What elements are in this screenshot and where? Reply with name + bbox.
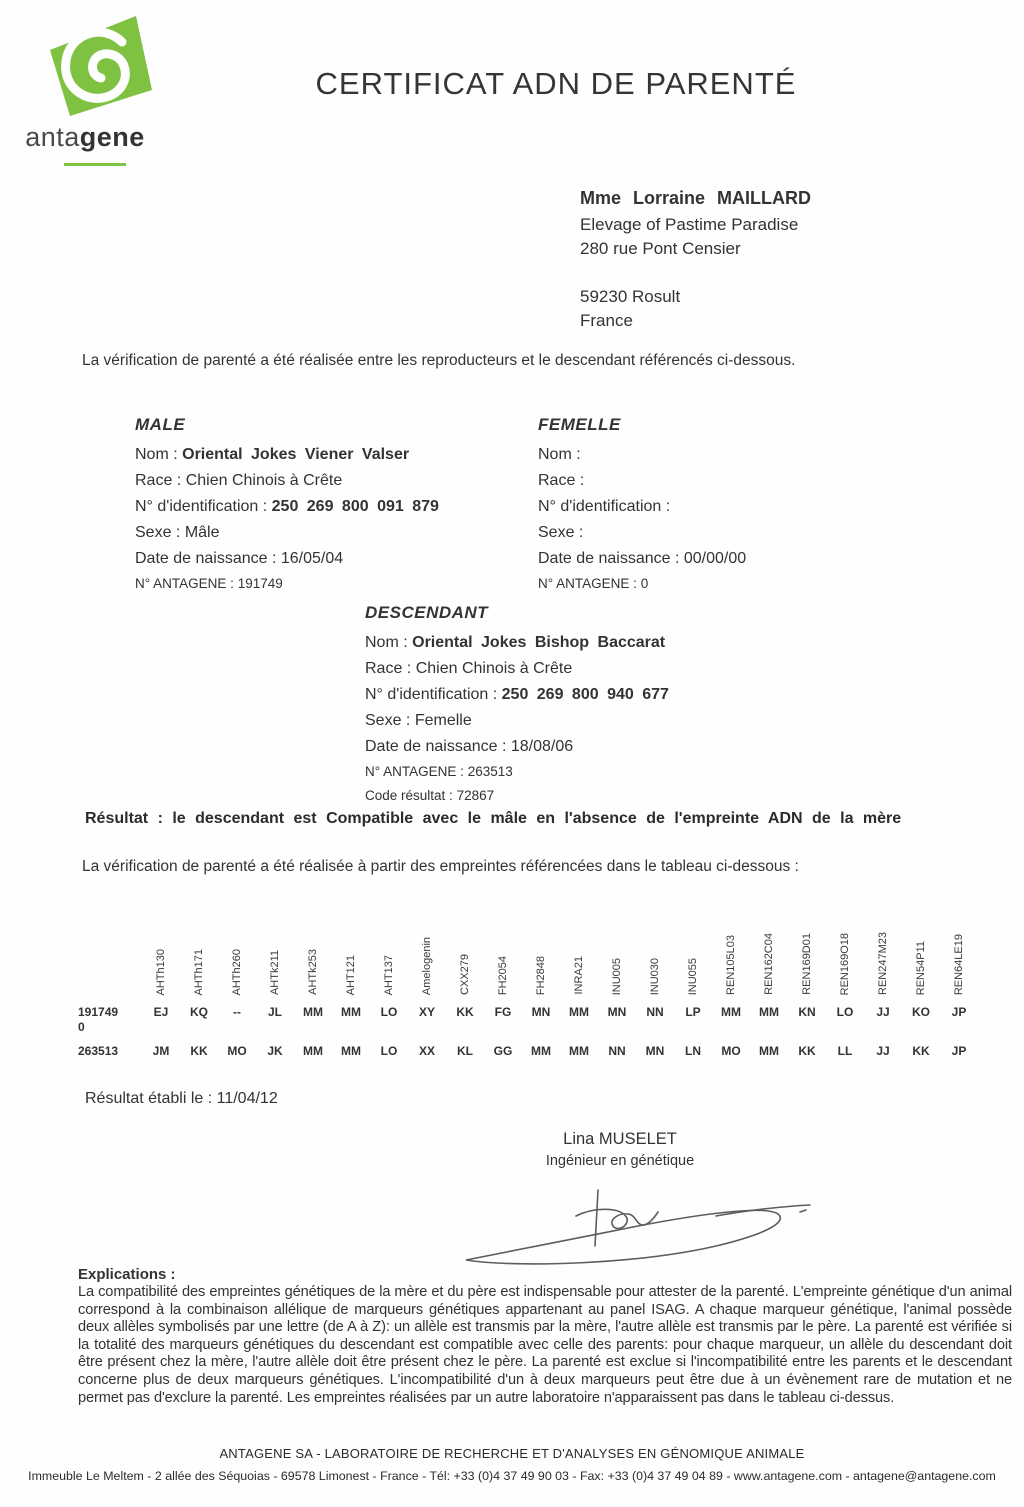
allele-value: MN (607, 1005, 627, 1019)
marker-name: FH2054 (497, 955, 509, 995)
logo-text-gene: gene (79, 122, 145, 152)
marker-row (78, 1044, 978, 1059)
allele-value: KO (912, 1005, 930, 1019)
male-block (135, 412, 439, 596)
allele-value: MO (227, 1044, 247, 1058)
allele-value: MM (341, 1005, 361, 1019)
allele-value: KK (190, 1044, 208, 1058)
id-label: N° d'identification : (365, 686, 498, 703)
race-label: Race : (365, 660, 412, 677)
marker-name: Amelogenin (421, 936, 433, 995)
femelle-block (538, 412, 746, 596)
sample-id: 191749 0 (78, 1005, 119, 1034)
sexe-label: Sexe : (538, 524, 584, 541)
id-label: N° d'identification : (135, 498, 268, 515)
marker-name: REN64LE19 (953, 933, 965, 995)
male-id (135, 494, 439, 520)
descendant-heading: DESCENDANT (365, 603, 489, 622)
male-naissance-value: 16/05/04 (280, 550, 344, 567)
allele-value: XX (418, 1044, 435, 1058)
antagene-spiral-icon (34, 8, 154, 120)
male-heading: MALE (135, 415, 186, 434)
marker-name: INU030 (649, 957, 661, 995)
nom-label: Nom : (135, 446, 178, 463)
allele-value: JL (267, 1005, 282, 1019)
male-antagene (135, 572, 439, 596)
allele-value: MM (759, 1005, 779, 1019)
allele-value: LO (836, 1005, 854, 1019)
male-nom-value: Oriental Jokes Viener Valser (182, 446, 410, 463)
male-race (135, 468, 439, 494)
marker-name: REN169D01 (801, 933, 813, 995)
male-nom (135, 442, 439, 468)
descendant-nom (365, 630, 669, 656)
male-sexe (135, 520, 439, 546)
marker-name: INU005 (611, 957, 623, 995)
femelle-antagene-value: 0 (640, 576, 649, 591)
allele-value: MM (721, 1005, 741, 1019)
recipient-line: France (580, 311, 633, 330)
explanations-section (78, 1266, 1012, 1407)
race-label: Race : (135, 472, 182, 489)
allele-value: LO (380, 1005, 398, 1019)
allele-value: MO (721, 1044, 741, 1058)
recipient-name: Mme Lorraine MAILLARD (580, 188, 812, 208)
antagene-label: N° ANTAGENE : (365, 764, 464, 779)
recipient-line: Elevage of Pastime Paradise (580, 215, 799, 234)
descendant-antagene-value: 263513 (467, 764, 513, 779)
marker-name: AHTh171 (193, 948, 205, 995)
allele-value: MM (341, 1044, 361, 1058)
allele-value: -- (233, 1005, 241, 1019)
intro-sentence: La vérification de parenté a été réalisée entre les reproducteurs et le descendant référencés ci-dessous. (82, 352, 796, 369)
explanations-body: La compatibilité des empreintes génétiques de la mère et du père est indispensable pour attester de la parenté. L'empreinte génétique d'un animal correspond à la combinaison allélique de marqueurs génétiques appartenant au panel ISAG. A chaque marqueur génétique, l'animal possède deux allèles symbolisés par une lettre (de A à Z): un allèle est transmis par la mère, l'autre allèle est transmis par le père. La parenté est vérifiée si la totalité des marqueurs génétiques du descendant est compatible avec celle des parents: pour chaque marqueur, un allèle du descendant doit être présent chez la mère, l'autre allèle doit être présent chez le père. La parenté est exclue si l'incompatibilité entre les parents et le descendant concerne plus de deux marqueurs génétiques. L'incompatibilité d'un à deux marqueurs peut être due à un évènement rare de mutation et ne permet pas d'exclure la parenté. Les empreintes réalisées par un autre laboratoire n'apparaissent pas dans le tableau ci-dessus. (78, 1284, 1012, 1406)
allele-value: MM (759, 1044, 779, 1058)
explanations-heading: Explications : (78, 1266, 176, 1283)
marker-table-body (78, 1005, 978, 1059)
marker-name: AHT137 (383, 954, 395, 995)
marker-name: CXX279 (459, 954, 471, 995)
allele-value: MM (569, 1044, 589, 1058)
allele-value: MN (531, 1005, 551, 1019)
antagene-label: N° ANTAGENE : (135, 576, 234, 591)
allele-value: KK (798, 1044, 816, 1058)
allele-value: JM (152, 1044, 170, 1058)
descendant-nom-value: Oriental Jokes Bishop Baccarat (412, 634, 666, 651)
sexe-label: Sexe : (135, 524, 181, 541)
allele-value: MM (569, 1005, 589, 1019)
naissance-label: Date de naissance : (538, 550, 680, 567)
descendant-sexe-value: Femelle (414, 712, 472, 729)
id-label: N° d'identification : (538, 498, 671, 515)
antagene-label: N° ANTAGENE : (538, 576, 637, 591)
allele-value: LO (380, 1044, 398, 1058)
allele-value: MM (303, 1005, 323, 1019)
marker-header-row (78, 903, 978, 995)
descendant-code-value: 72867 (456, 788, 495, 803)
allele-value: FG (494, 1005, 512, 1019)
descendant-naissance-value: 18/08/06 (510, 738, 574, 755)
marker-name: INU055 (687, 957, 699, 995)
male-id-value: 250 269 800 091 879 (271, 498, 439, 515)
allele-value: NN (646, 1005, 664, 1019)
marker-name: INRA21 (573, 956, 585, 995)
recipient-address (580, 186, 811, 333)
footer (0, 1446, 1024, 1483)
footer-contact-line: Immeuble Le Meltem - 2 allée des Séquoias - 69578 Limonest - France - Tél: +33 (0)4 37 49 90 03 - Fax: +33 (0)4 37 49 04 89 - www.antagene.com - antagene@antagene.com (28, 1469, 996, 1483)
marker-row (78, 1005, 978, 1035)
marker-name: AHTh130 (155, 948, 167, 995)
footer-company-line: ANTAGENE SA - LABORATOIRE DE RECHERCHE ET D'ANALYSES EN GÉNOMIQUE ANIMALE (219, 1446, 805, 1461)
allele-value: JK (267, 1044, 283, 1058)
recipient-line: 280 rue Pont Censier (580, 239, 741, 258)
femelle-id (538, 494, 746, 520)
allele-value: MN (645, 1044, 665, 1058)
signatory-name: Lina MUSELET (563, 1130, 677, 1148)
marker-name: AHTk253 (307, 949, 319, 995)
femelle-heading: FEMELLE (538, 415, 621, 434)
sample-id: 263513 (78, 1044, 119, 1058)
allele-value: NN (608, 1044, 626, 1058)
code-label: Code résultat : (365, 788, 453, 803)
naissance-label: Date de naissance : (135, 550, 277, 567)
femelle-nom (538, 442, 746, 468)
allele-value: KL (457, 1044, 473, 1058)
marker-name: REN247M23 (877, 932, 889, 995)
marker-name: AHT121 (345, 954, 357, 995)
naissance-label: Date de naissance : (365, 738, 507, 755)
allele-value: XY (418, 1005, 435, 1019)
femelle-race (538, 468, 746, 494)
allele-value: MM (303, 1044, 323, 1058)
descendant-id-value: 250 269 800 940 677 (501, 686, 669, 703)
signatory-block (470, 1130, 770, 1169)
femelle-naissance (538, 546, 746, 572)
allele-value: MM (531, 1044, 551, 1058)
marker-name: REN162C04 (763, 933, 775, 995)
sexe-label: Sexe : (365, 712, 411, 729)
descendant-block (365, 600, 669, 808)
allele-value: LL (837, 1044, 853, 1058)
logo-text-anta: anta (25, 122, 80, 152)
logo-wordmark (20, 122, 150, 153)
descendant-code-resultat (365, 784, 669, 808)
femelle-naissance-value: 00/00/00 (683, 550, 747, 567)
allele-value: LP (685, 1005, 701, 1019)
marker-name: AHTh260 (231, 948, 243, 995)
allele-value: LN (685, 1044, 701, 1058)
race-label: Race : (538, 472, 585, 489)
allele-value: JJ (876, 1005, 890, 1019)
descendant-race-value: Chien Chinois à Crête (415, 660, 573, 677)
male-race-value: Chien Chinois à Crête (185, 472, 343, 489)
recipient-line: 59230 Rosult (580, 287, 681, 306)
signatory-title: Ingénieur en génétique (545, 1153, 695, 1169)
allele-value: KK (912, 1044, 930, 1058)
result-statement: Résultat : le descendant est Compatible avec le mâle en l'absence de l'empreinte ADN de la mère (85, 810, 902, 827)
descendant-race (365, 656, 669, 682)
descendant-naissance (365, 734, 669, 760)
table-intro-sentence: La vérification de parenté a été réalisée à partir des empreintes référencées dans le tableau ci-dessous : (82, 858, 799, 875)
address-gap (580, 261, 811, 285)
allele-value: GG (493, 1044, 513, 1058)
descendant-sexe (365, 708, 669, 734)
allele-value: EJ (153, 1005, 169, 1019)
logo-underline (64, 163, 126, 166)
descendant-antagene (365, 760, 669, 784)
marker-name: FH2848 (535, 955, 547, 995)
allele-value: JP (951, 1005, 967, 1019)
established-date: Résultat établi le : 11/04/12 (85, 1090, 278, 1107)
allele-value: JJ (876, 1044, 890, 1058)
male-antagene-value: 191749 (237, 576, 283, 591)
marker-name: REN169O18 (839, 932, 851, 995)
marker-name: AHTk211 (269, 949, 281, 995)
marker-name: REN54P11 (915, 940, 927, 995)
descendant-id (365, 682, 669, 708)
marker-name: REN105L03 (725, 935, 737, 995)
femelle-antagene (538, 572, 746, 596)
femelle-sexe (538, 520, 746, 546)
allele-value: KQ (190, 1005, 208, 1019)
page-title: CERTIFICAT ADN DE PARENTÉ (315, 66, 797, 101)
nom-label: Nom : (365, 634, 408, 651)
male-sexe-value: Mâle (184, 524, 220, 541)
handwritten-signature (448, 1172, 818, 1277)
nom-label: Nom : (538, 446, 581, 463)
allele-value: JP (951, 1044, 967, 1058)
marker-table (78, 903, 978, 1059)
male-naissance (135, 546, 439, 572)
allele-value: KK (456, 1005, 474, 1019)
allele-value: KN (798, 1005, 816, 1019)
